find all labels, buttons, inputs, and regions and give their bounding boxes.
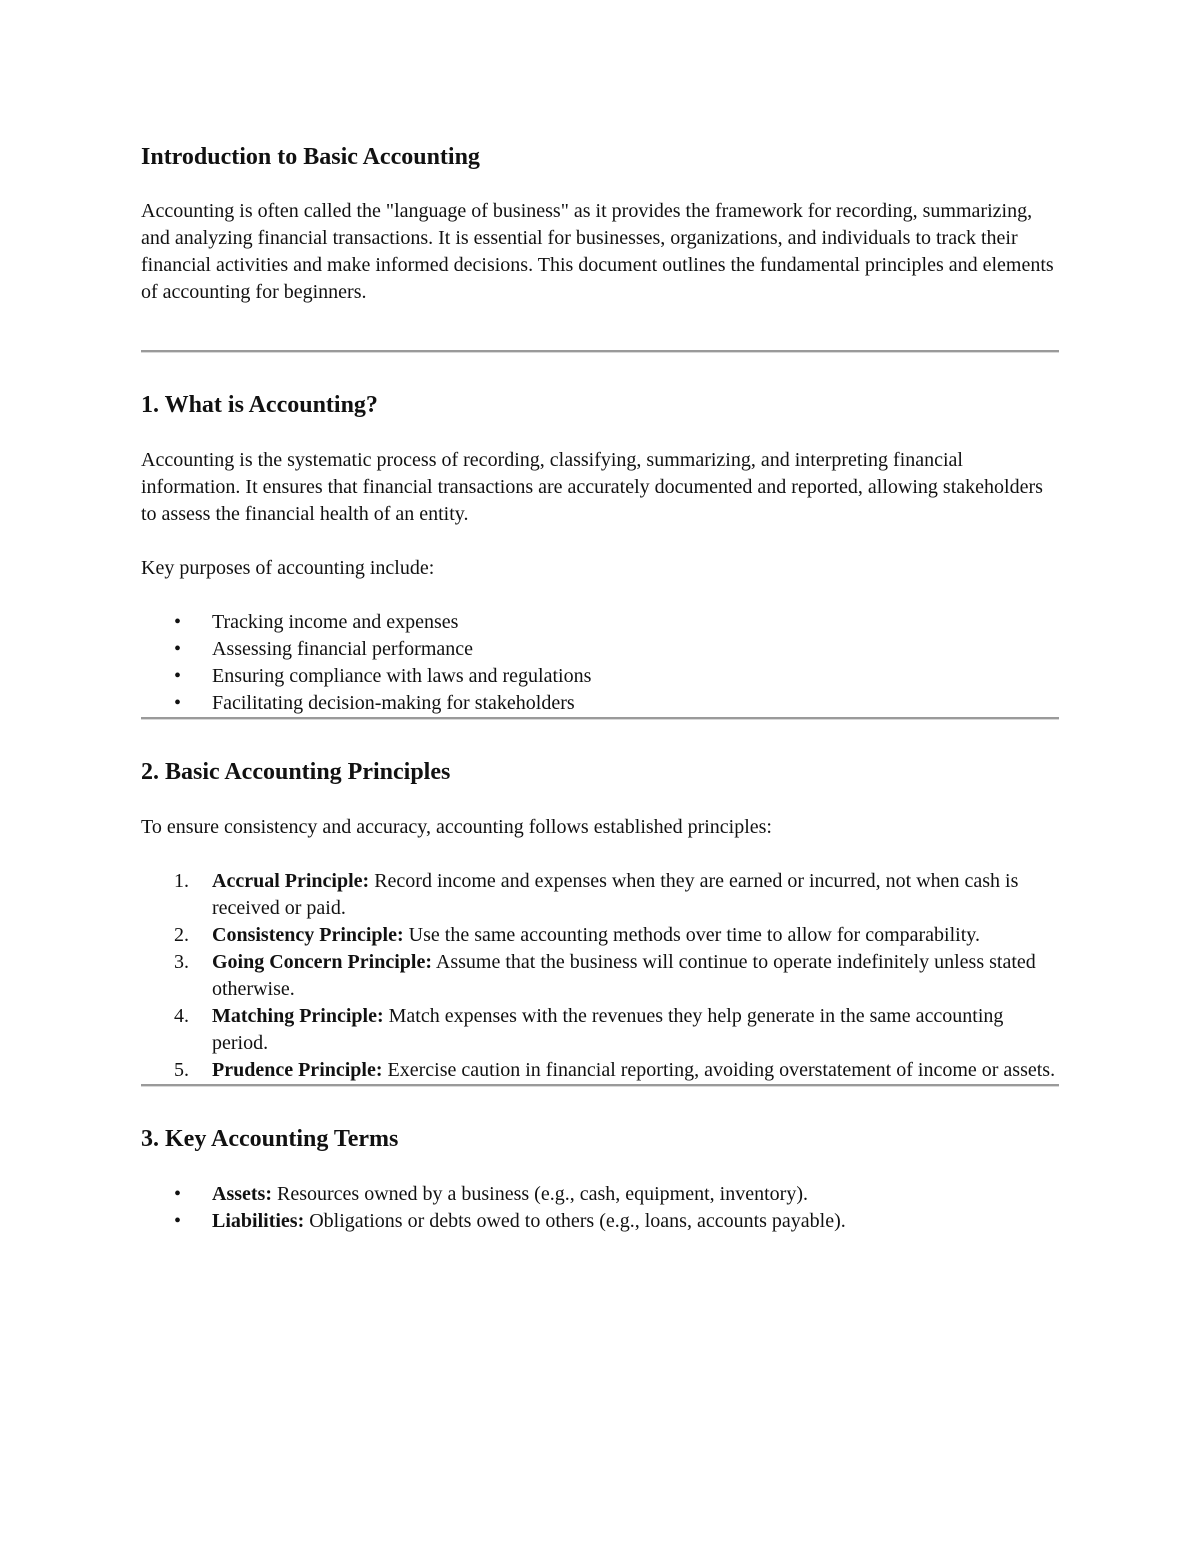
principle-text: Record income and expenses when they are earned or incurred, not when cash is received or paid.	[212, 870, 1019, 919]
list-item	[141, 609, 1059, 636]
list-number: 3.	[174, 951, 189, 973]
section-1-paragraph: Accounting is the systematic process of recording, classifying, summarizing, and interpreting financial information. It ensures that financial transactions are accurately documented and reported, allowing stakeholders to assess the financial health of an entity.	[141, 449, 1043, 525]
principle-term: Consistency Principle:	[212, 924, 404, 946]
term-definition: Resources owned by a business (e.g., cash, equipment, inventory).	[272, 1183, 808, 1205]
principle-text: Match expenses with the revenues they help generate in the same accounting period.	[212, 1005, 1004, 1054]
section-divider	[141, 350, 1059, 353]
intro-paragraph: Accounting is often called the "language of business" as it provides the framework for recording, summarizing, and analyzing financial transactions. It is essential for businesses, organizations, and individuals to track their financial activities and make informed decisions. This document outlines the fundamental principles and elements of accounting for beginners.	[141, 200, 1054, 303]
bullet-icon: •	[174, 1210, 182, 1232]
list-item	[141, 949, 1059, 1003]
section-2-title: 2. Basic Accounting Principles	[141, 759, 451, 785]
section-divider	[141, 1084, 1059, 1087]
principle-term: Accrual Principle:	[212, 870, 370, 892]
principle-text: Assume that the business will continue to operate indefinitely unless stated otherwise.	[212, 951, 1036, 1000]
principle-text: Exercise caution in financial reporting, avoiding overstatement of income or assets.	[382, 1059, 1056, 1081]
list-number: 4.	[174, 1005, 189, 1027]
bullet-icon: •	[174, 638, 182, 660]
list-number: 5.	[174, 1059, 189, 1081]
list-item	[141, 868, 1059, 922]
term-name: Assets:	[212, 1183, 272, 1205]
section-1-title: 1. What is Accounting?	[141, 392, 378, 418]
section-1-list-intro: Key purposes of accounting include:	[141, 557, 435, 579]
list-item	[141, 1003, 1059, 1057]
list-item	[141, 922, 1059, 949]
section-divider	[141, 717, 1059, 720]
list-item	[141, 663, 1059, 690]
term-definition: Obligations or debts owed to others (e.g., loans, accounts payable).	[304, 1210, 846, 1232]
principle-text: Use the same accounting methods over time to allow for comparability.	[403, 924, 980, 946]
document-title: Introduction to Basic Accounting	[141, 144, 480, 170]
terms-list	[141, 1181, 1059, 1235]
list-item-text: Tracking income and expenses	[212, 611, 459, 633]
principle-term: Going Concern Principle:	[212, 951, 432, 973]
list-item	[141, 1181, 1059, 1208]
purposes-list	[141, 609, 1059, 717]
list-number: 2.	[174, 924, 189, 946]
list-number: 1.	[174, 870, 189, 892]
document-page	[141, 142, 1059, 1235]
section-2-paragraph: To ensure consistency and accuracy, accounting follows established principles:	[141, 816, 772, 838]
principles-list	[141, 868, 1059, 1084]
bullet-icon: •	[174, 692, 182, 714]
principle-term: Prudence Principle:	[212, 1059, 383, 1081]
list-item	[141, 636, 1059, 663]
list-item-text: Ensuring compliance with laws and regulations	[212, 665, 592, 687]
list-item-text: Assessing financial performance	[212, 638, 474, 660]
list-item-text: Facilitating decision-making for stakeholders	[212, 692, 575, 714]
list-item	[141, 1057, 1059, 1084]
list-item	[141, 1208, 1059, 1235]
bullet-icon: •	[174, 611, 182, 633]
list-item	[141, 690, 1059, 717]
section-3-title: 3. Key Accounting Terms	[141, 1126, 399, 1152]
bullet-icon: •	[174, 1183, 182, 1205]
principle-term: Matching Principle:	[212, 1005, 384, 1027]
bullet-icon: •	[174, 665, 182, 687]
term-name: Liabilities:	[212, 1210, 305, 1232]
